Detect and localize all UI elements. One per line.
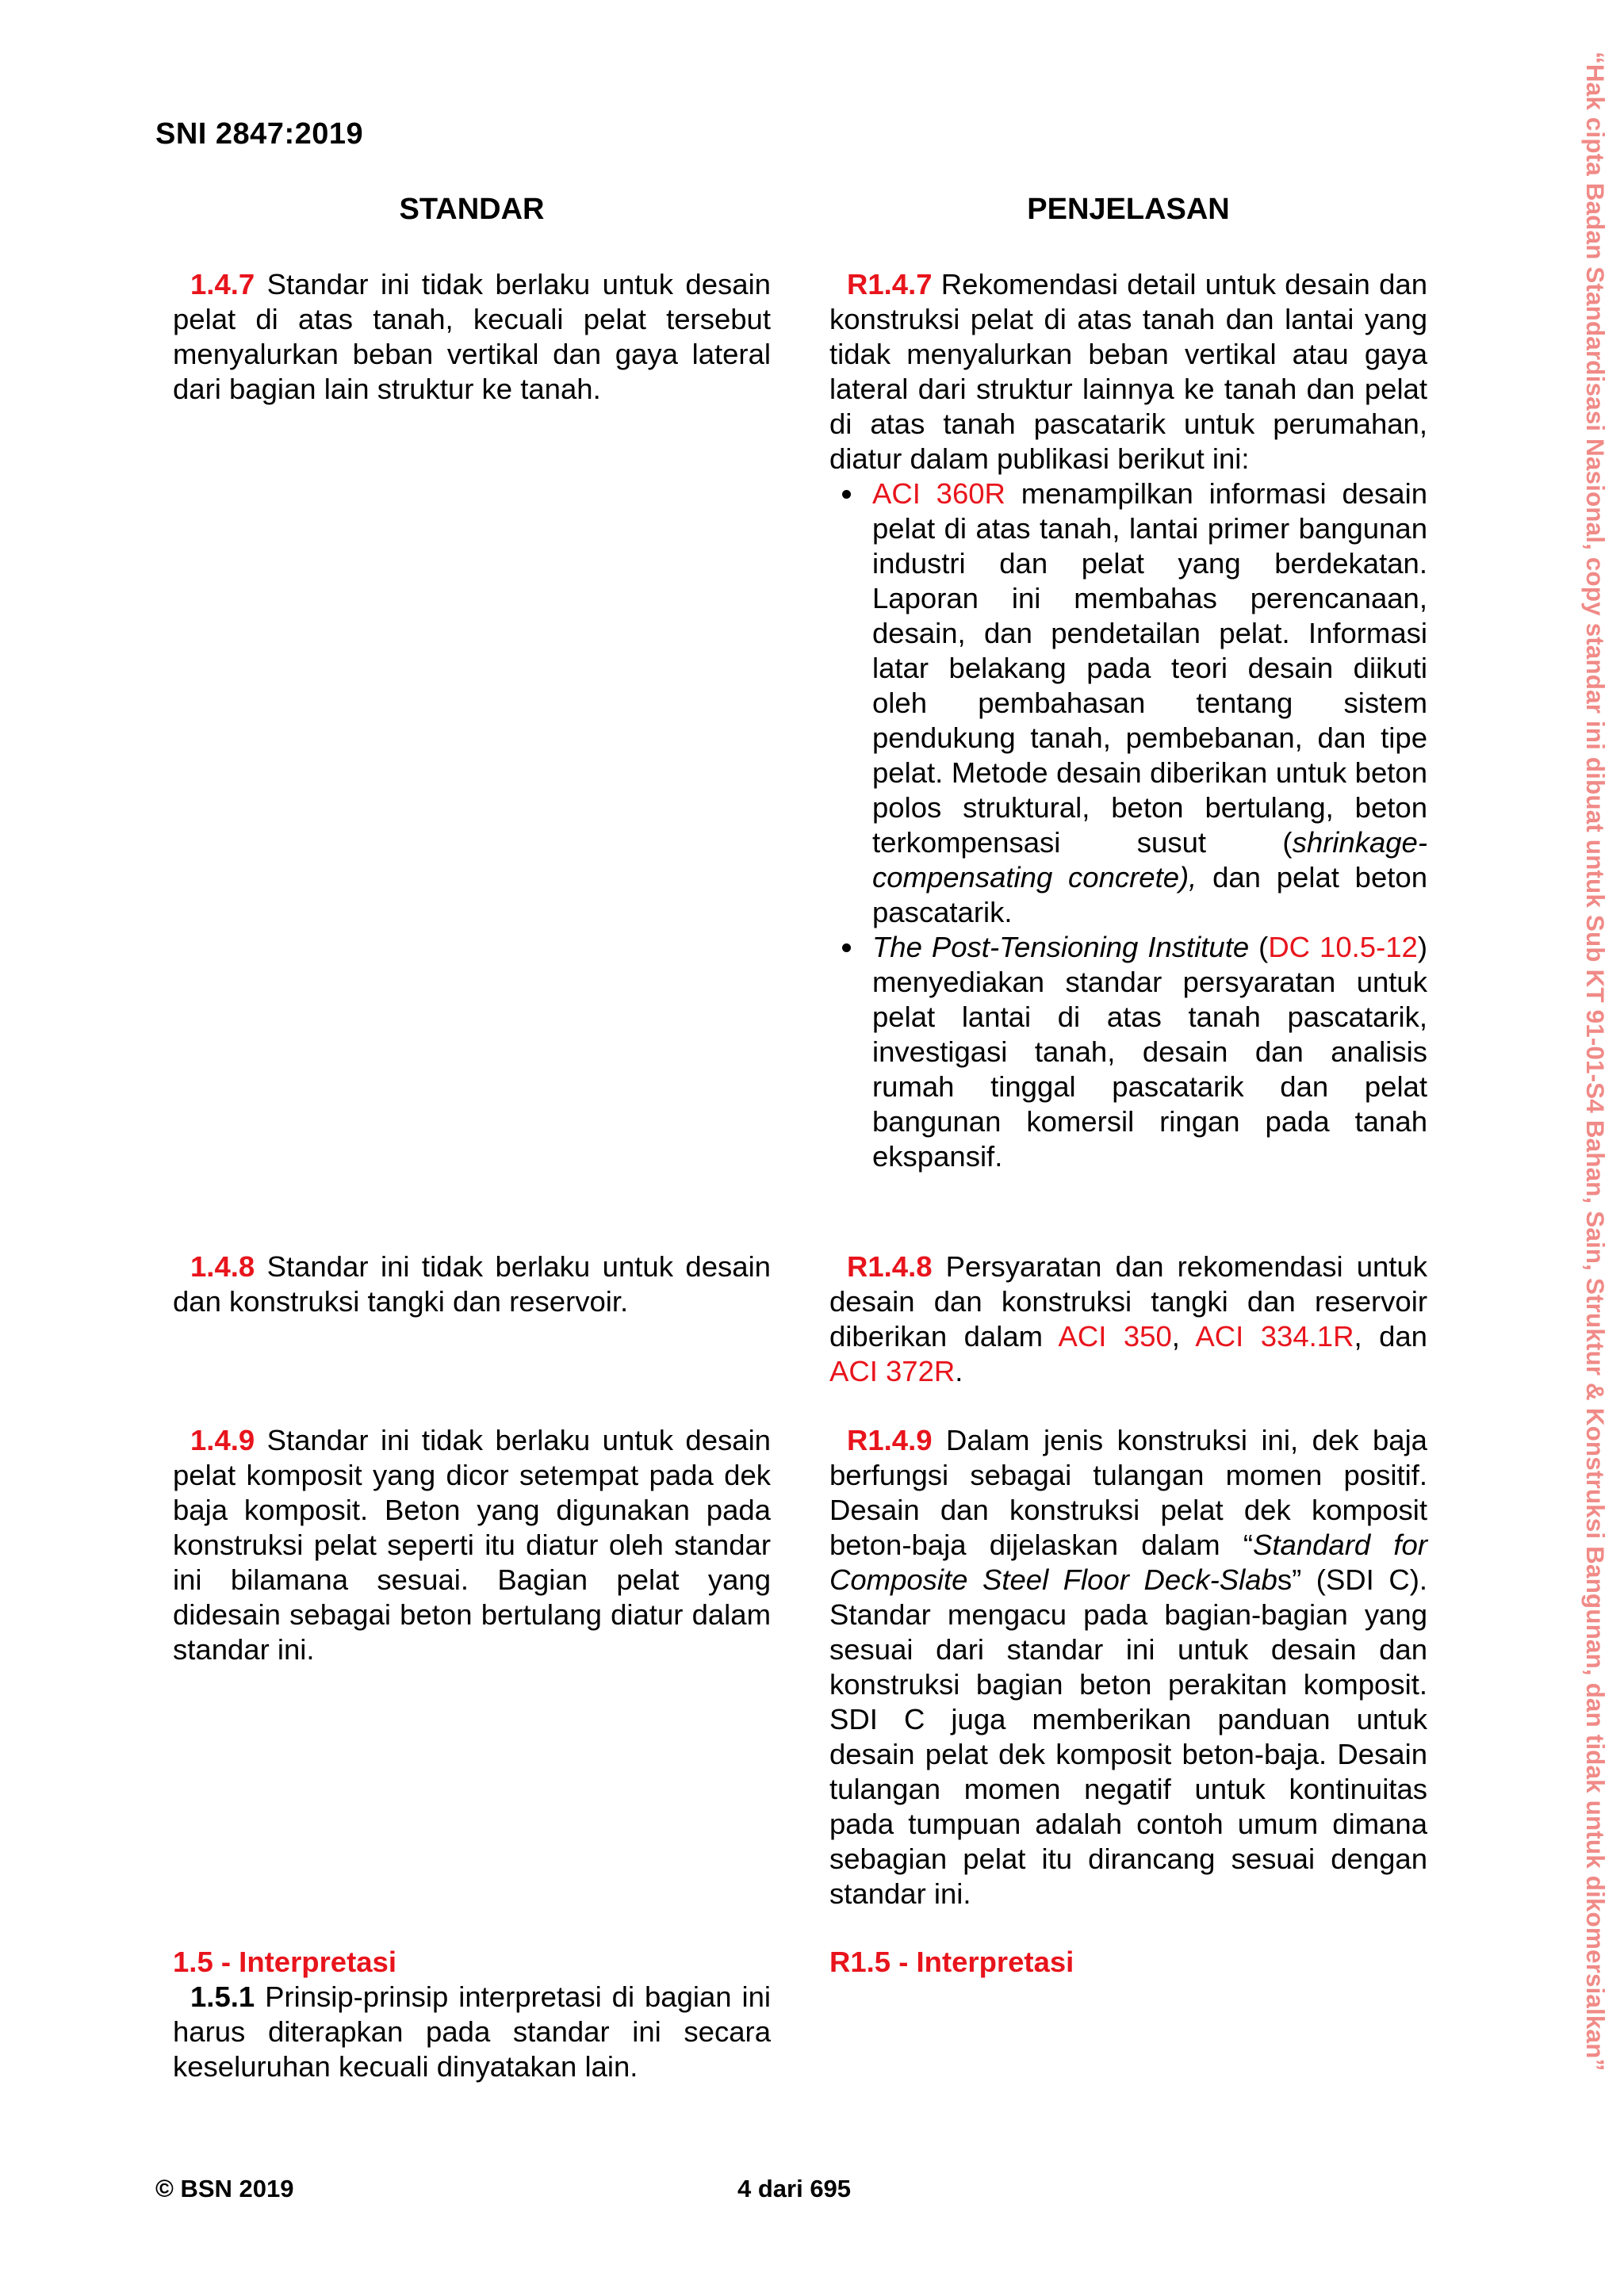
clause-number: 1.4.7: [190, 268, 255, 300]
document-code: SNI 2847:2019: [155, 117, 364, 151]
list-item-text: dan pelat beton pascatarik.: [872, 861, 1427, 928]
list-item: [872, 930, 1427, 1174]
section-r1-5: [829, 1945, 1427, 1980]
list-item-text: (: [1249, 931, 1269, 963]
commentary-text: , dan: [1354, 1320, 1427, 1353]
italic-term: The Post-Tensioning Institute: [872, 931, 1250, 963]
clause-number: 1.4.8: [190, 1250, 255, 1283]
clause-text: Standar ini tidak berlaku untuk desain pelat di atas tanah, kecuali pelat tersebut menyalurkan beban vertikal dan gaya lateral dari bagian lain struktur ke tanah.: [173, 268, 771, 405]
page-number: 4 dari 695: [737, 2175, 852, 2202]
commentary-text: Dalam jenis konstruksi ini, dek baja berfungsi sebagai tulangan momen positif. Desain dan konstruksi pelat dek komposit beton-baja dijelaskan dalam “: [829, 1424, 1427, 1561]
commentary-text: Rekomendasi detail untuk desain dan konstruksi pelat di atas tanah dan lantai yang tidak menyalurkan beban vertikal atau gaya lateral dari struktur lainnya ke tanah dan pelat di atas tanah pascatarik untuk perumahan, diatur dalam publikasi berikut ini:: [829, 268, 1427, 475]
section-heading: 1.5 - Interpretasi: [173, 1946, 396, 1978]
italic-term: shrinkage-compensating concrete),: [872, 826, 1427, 894]
clause-number: 1.4.9: [190, 1424, 255, 1456]
clause-1-4-7: [173, 267, 771, 407]
commentary-r1-4-8: [829, 1249, 1427, 1389]
reference-link[interactable]: ACI 360R: [872, 477, 1005, 510]
list-item-text: menampilkan informasi desain pelat di atas tanah, lantai primer bangunan industri dan pelat yang berdekatan. Laporan ini membahas perencanaan, desain, dan pendetailan pelat. Informasi latar belakang pada teori desain diikuti oleh pembahasan tentang sistem pendukung tanah, pembebanan, dan tipe pelat. Metode desain diberikan untuk beton polos struktural, beton bertulang, beton terkompensasi susut (: [872, 477, 1427, 859]
clause-text: Standar ini tidak berlaku untuk desain dan konstruksi tangki dan reservoir.: [173, 1250, 771, 1318]
copyright-watermark: “Hak cipta Badan Standardisasi Nasional, copy standar ini dibuat untuk Sub KT 91-01-S4 Bahan, Sain, Struktur & Konstruksi Bangunan, dan tidak untuk dikomersialkan”: [1581, 52, 1610, 2072]
clause-number: 1.5.1: [190, 1980, 255, 2013]
reference-link[interactable]: DC 10.5-12: [1268, 931, 1418, 963]
commentary-text: Persyaratan dan rekomendasi untuk desain dan konstruksi tangki dan reservoir diberikan dalam: [829, 1250, 1427, 1353]
footer-copyright: © BSN 2019: [155, 2175, 294, 2202]
commentary-text: ,: [1171, 1320, 1196, 1353]
column-heading-penjelasan: PENJELASAN: [1027, 193, 1230, 226]
column-heading-standar: STANDAR: [399, 193, 545, 226]
clause-1-4-8: [173, 1249, 771, 1319]
commentary-r1-4-7: [829, 267, 1427, 1174]
clause-1-4-9: [173, 1423, 771, 1667]
section-1-5: [173, 1945, 771, 2084]
reference-link[interactable]: ACI 372R: [829, 1355, 956, 1387]
reference-link[interactable]: ACI 350: [1058, 1320, 1172, 1353]
section-heading: R1.5 - Interpretasi: [829, 1946, 1074, 1978]
commentary-number: R1.4.8: [847, 1250, 933, 1283]
commentary-text: .: [955, 1355, 963, 1387]
italic-title: Standard for Composite Steel Floor Deck-Slab: [829, 1529, 1427, 1596]
reference-link[interactable]: ACI 334.1R: [1195, 1320, 1354, 1353]
publication-list: [829, 476, 1427, 1174]
list-item: [872, 476, 1427, 930]
commentary-number: R1.4.7: [847, 268, 933, 300]
commentary-text: s” (SDI C). Standar mengacu pada bagian-bagian yang sesuai dari standar ini untuk desain dan konstruksi bagian beton perakitan komposit. SDI C juga memberikan panduan untuk desain pelat dek komposit beton-baja. Desain tulangan momen negatif untuk kontinuitas pada tumpuan adalah contoh umum dimana sebagian pelat itu dirancang sesuai dengan standar ini.: [829, 1563, 1428, 1910]
clause-text: Standar ini tidak berlaku untuk desain pelat komposit yang dicor setempat pada dek baja komposit. Beton yang digunakan pada konstruksi pelat seperti itu diatur oleh standar ini bilamana sesuai. Bagian pelat yang didesain sebagai beton bertulang diatur dalam standar ini.: [173, 1424, 771, 1666]
commentary-r1-4-9: [829, 1423, 1427, 1911]
commentary-number: R1.4.9: [847, 1424, 933, 1456]
clause-text: Prinsip-prinsip interpretasi di bagian ini harus diterapkan pada standar ini secara keseluruhan kecuali dinyatakan lain.: [173, 1980, 771, 2083]
list-item-text: ) menyediakan standar persyaratan untuk pelat lantai di atas tanah pascatarik, investigasi tanah, desain dan analisis rumah tinggal pascatarik dan pelat bangunan komersil ringan pada tanah ekspansif.: [872, 931, 1428, 1173]
